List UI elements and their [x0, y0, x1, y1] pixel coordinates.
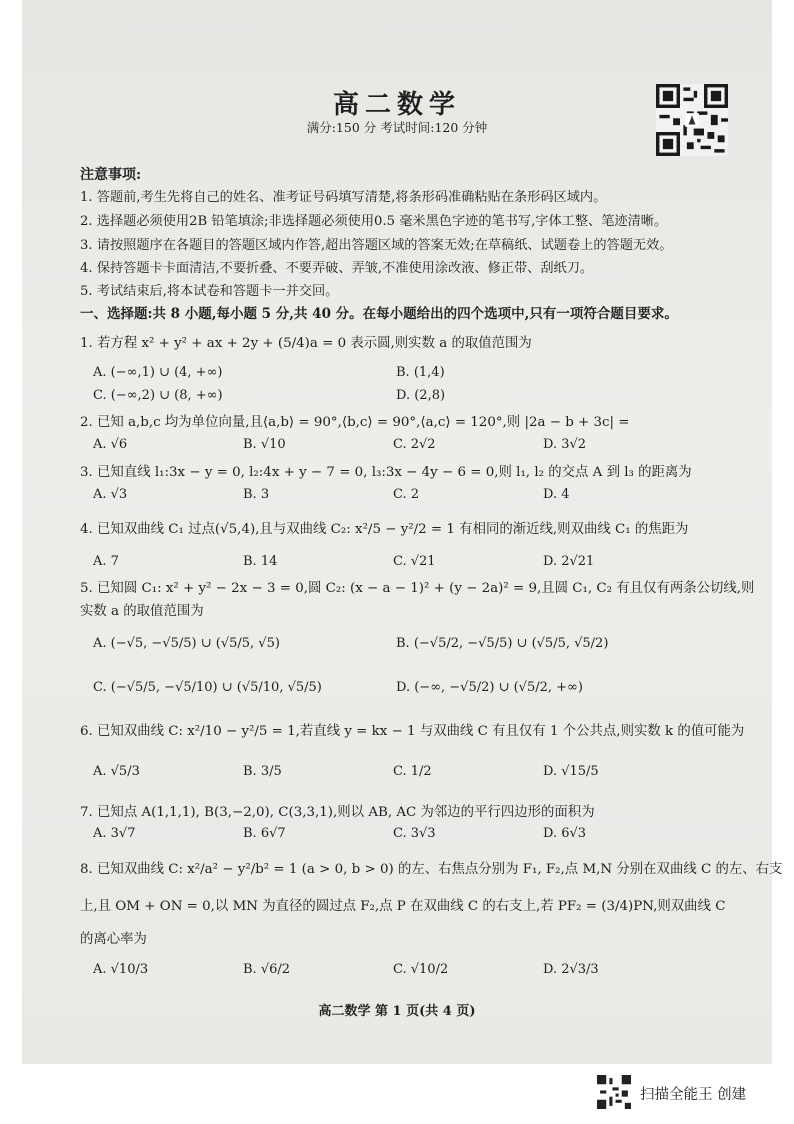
- q2-option-c: C. 2√2: [393, 437, 436, 452]
- question-8-stem-end: 的离心率为: [80, 932, 147, 947]
- notice-item: 4. 保持答题卡卡面清洁,不要折叠、不要弄破、弄皱,不准使用涂改液、修正带、刮纸刀。: [80, 261, 594, 276]
- question-4-stem: 4. 已知双曲线 C₁ 过点(√5,4),且与双曲线 C₂: x²/5 − y²/2 = 1 有相同的渐近线,则双曲线 C₁ 的焦距为: [80, 522, 689, 537]
- q3-option-d: D. 4: [543, 487, 570, 502]
- q4-option-d: D. 2√21: [543, 554, 595, 569]
- question-8-stem: 8. 已知双曲线 C: x²/a² − y²/b² = 1 (a > 0, b > 0) 的左、右焦点分别为 F₁, F₂,点 M,N 分别在双曲线 C 的左、右支: [80, 862, 783, 877]
- q7-option-b: B. 6√7: [243, 826, 286, 841]
- q4-option-b: B. 14: [243, 554, 278, 569]
- page-footer: 高二数学 第 1 页(共 4 页): [318, 1004, 476, 1019]
- qr-code-icon: [656, 84, 728, 156]
- q6-option-c: C. 1/2: [393, 764, 432, 779]
- q3-option-a: A. √3: [93, 487, 128, 502]
- notice-item: 1. 答题前,考生先将自己的姓名、准考证号码填写清楚,将条形码准确粘贴在条形码区域内。: [80, 190, 607, 205]
- scanner-qr-icon: [597, 1075, 631, 1109]
- q5-option-d: D. (−∞, −√5/2) ∪ (√5/2, +∞): [396, 680, 583, 695]
- question-1-stem: 1. 若方程 x² + y² + ax + 2y + (5/4)a = 0 表示圆,则实数 a 的取值范围为: [80, 336, 532, 351]
- q1-option-a: A. (−∞,1) ∪ (4, +∞): [93, 365, 223, 380]
- q8-option-b: B. √6/2: [243, 962, 291, 977]
- q7-option-a: A. 3√7: [93, 826, 136, 841]
- q4-option-c: C. √21: [393, 554, 436, 569]
- notice-item: 2. 选择题必须使用2B 铅笔填涂;非选择题必须使用0.5 毫米黑色字迹的笔书写,字体工整、笔迹清晰。: [80, 214, 668, 229]
- notice-item: 5. 考试结束后,将本试卷和答题卡一并交回。: [80, 284, 339, 299]
- notice-heading: 注意事项:: [80, 167, 142, 183]
- q2-option-a: A. √6: [93, 437, 128, 452]
- q7-option-d: D. 6√3: [543, 826, 587, 841]
- page-title: 高二数学: [332, 90, 461, 120]
- q8-option-c: C. √10/2: [393, 962, 449, 977]
- q8-option-a: A. √10/3: [93, 962, 149, 977]
- q2-option-b: B. √10: [243, 437, 286, 452]
- notice-item: 3. 请按照题序在各题目的答题区域内作答,超出答题区域的答案无效;在草稿纸、试题卷上的答题无效。: [80, 238, 673, 253]
- q3-option-b: B. 3: [243, 487, 270, 502]
- q1-option-b: B. (1,4): [396, 365, 445, 380]
- q6-option-d: D. √15/5: [543, 764, 599, 779]
- question-6-stem: 6. 已知双曲线 C: x²/10 − y²/5 = 1,若直线 y = kx − 1 与双曲线 C 有且仅有 1 个公共点,则实数 k 的值可能为: [80, 724, 745, 739]
- q4-option-a: A. 7: [93, 554, 119, 569]
- exam-info: 满分:150 分 考试时间:120 分钟: [306, 120, 488, 135]
- q5-option-c: C. (−√5/5, −√5/10) ∪ (√5/10, √5/5): [93, 680, 322, 695]
- question-7-stem: 7. 已知点 A(1,1,1), B(3,−2,0), C(3,3,1),则以 AB, AC 为邻边的平行四边形的面积为: [80, 805, 595, 820]
- q5-option-b: B. (−√5/2, −√5/5) ∪ (√5/5, √5/2): [396, 636, 609, 651]
- question-2-stem: 2. 已知 a,b,c 均为单位向量,且⟨a,b⟩ = 90°,⟨b,c⟩ = 90°,⟨a,c⟩ = 120°,则 |2a − b + 3c| =: [80, 415, 630, 430]
- q2-option-d: D. 3√2: [543, 437, 587, 452]
- q6-option-a: A. √5/3: [93, 764, 140, 779]
- q6-option-b: B. 3/5: [243, 764, 282, 779]
- q5-option-a: A. (−√5, −√5/5) ∪ (√5/5, √5): [93, 636, 280, 651]
- q7-option-c: C. 3√3: [393, 826, 436, 841]
- question-8-stem-cont: 上,且 OM + ON = 0,以 MN 为直径的圆过点 F₂,点 P 在双曲线 C 的右支上,若 PF₂ = (3/4)PN,则双曲线 C: [80, 899, 726, 914]
- question-5-stem-cont: 实数 a 的取值范围为: [80, 604, 204, 619]
- section-heading: 一、选择题:共 8 小题,每小题 5 分,共 40 分。在每小题给出的四个选项中,只有一项符合题目要求。: [80, 306, 678, 322]
- scanner-watermark: 扫描全能王 创建: [640, 1087, 747, 1103]
- q1-option-c: C. (−∞,2) ∪ (8, +∞): [93, 388, 223, 403]
- question-5-stem: 5. 已知圆 C₁: x² + y² − 2x − 3 = 0,圆 C₂: (x − a − 1)² + (y − 2a)² = 9,且圆 C₁, C₂ 有且仅有两条公切线,则: [80, 581, 755, 596]
- q3-option-c: C. 2: [393, 487, 420, 502]
- q1-option-d: D. (2,8): [396, 388, 446, 403]
- question-3-stem: 3. 已知直线 l₁:3x − y = 0, l₂:4x + y − 7 = 0, l₃:3x − 4y − 6 = 0,则 l₁, l₂ 的交点 A 到 l₃ 的距离为: [80, 465, 692, 480]
- q8-option-d: D. 2√3/3: [543, 962, 599, 977]
